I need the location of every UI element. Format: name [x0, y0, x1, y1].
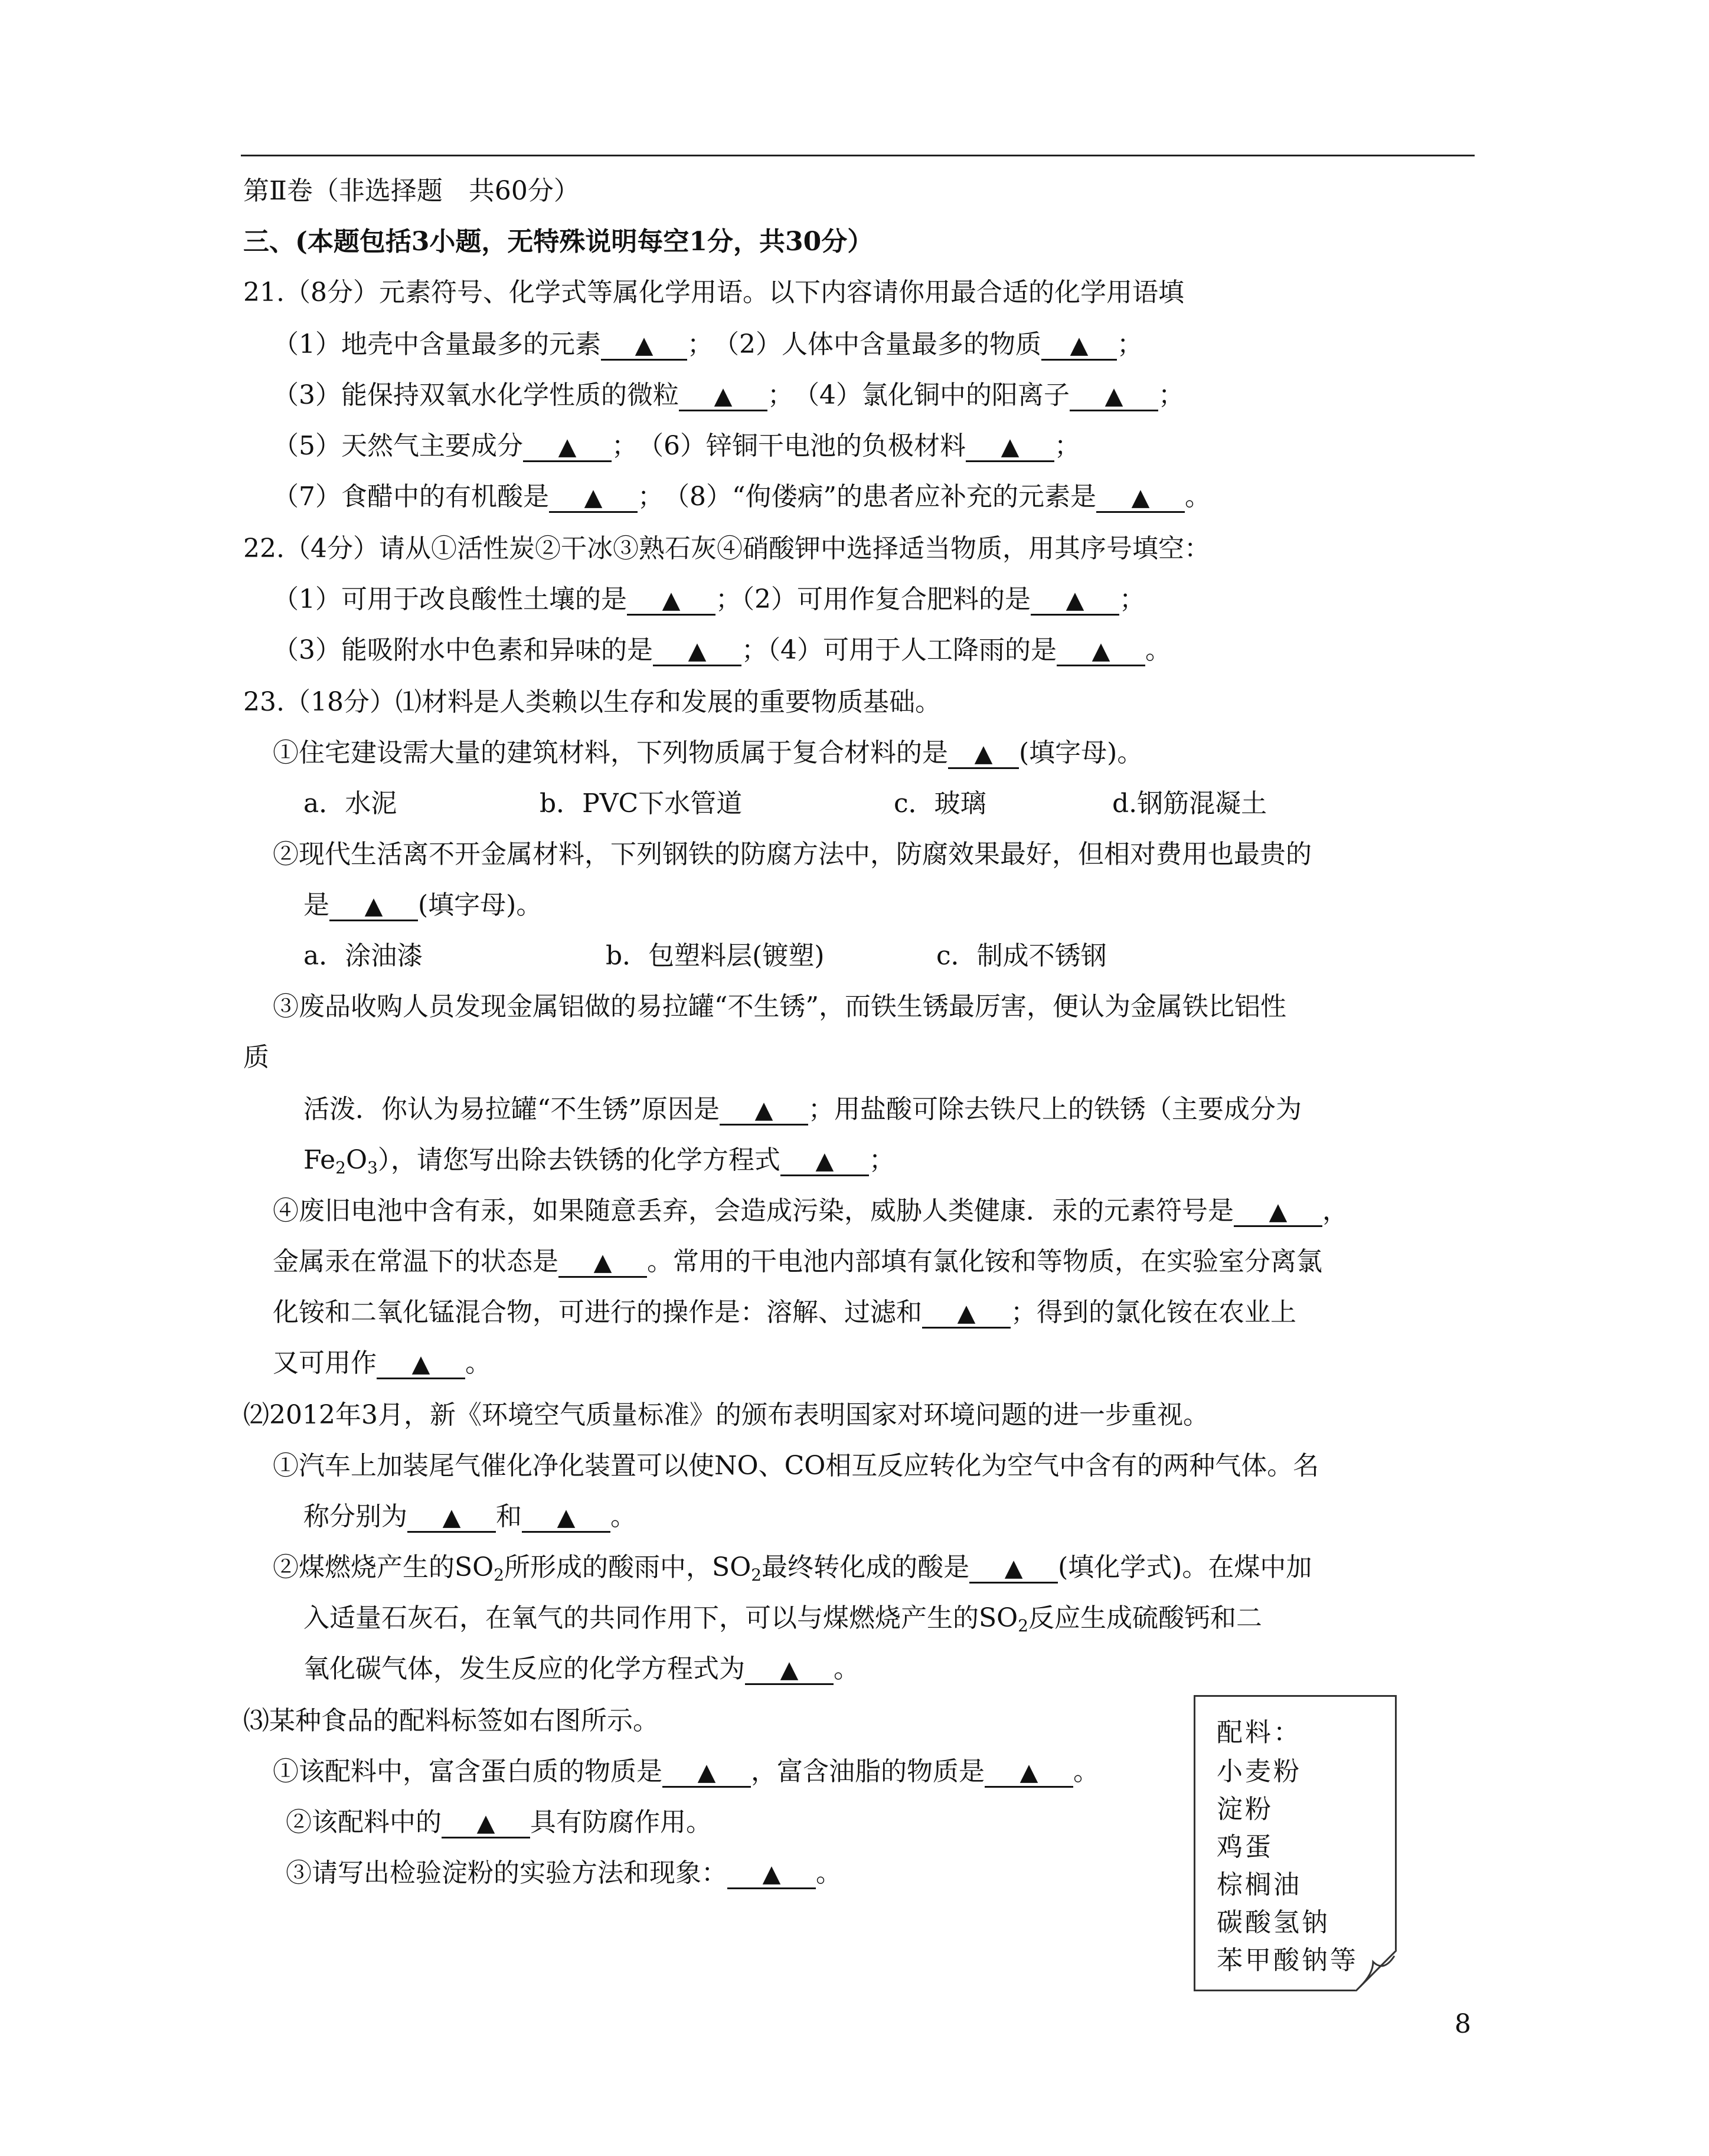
answer-blank[interactable]: ▲ [653, 637, 741, 666]
q23-heading: 23.（18分）⑴材料是人类赖以生存和发展的重要物质基础。 [243, 687, 941, 717]
option-a: a．水泥 [303, 789, 397, 819]
answer-blank[interactable]: ▲ [1041, 331, 1117, 361]
q23-3-1: ①该配料中，富含蛋白质的物质是 ▲ ，富含油脂的物质是 ▲ 。 [273, 1756, 1099, 1787]
q23-3-2: ②该配料中的 ▲ 具有防腐作用。 [286, 1807, 712, 1837]
q23-1-1: ①住宅建设需大量的建筑材料，下列物质属于复合材料的是 ▲ (填字母)。 [273, 738, 1143, 768]
page-curl-icon [1355, 1950, 1397, 1991]
option-b: b．包塑料层(镀塑) [606, 941, 825, 971]
q23-1-3-line-3: 活泼．你认为易拉罐“不生锈”原因是 ▲ ；用盐酸可除去铁尺上的铁锈（主要成分为 [303, 1094, 1302, 1124]
answer-blank[interactable]: ▲ [549, 483, 638, 513]
answer-blank[interactable]: ▲ [922, 1299, 1011, 1329]
q21-line-2: （3）能保持双氧水化学性质的微粒 ▲ ； （4）氯化铜中的阳离子 ▲ ； [273, 380, 1184, 410]
answer-blank[interactable]: ▲ [377, 1350, 465, 1379]
answer-blank[interactable]: ▲ [1031, 586, 1119, 616]
q23-1-3-line-1: ③废品收购人员发现金属铝做的易拉罐“不生锈”，而铁生锈最厉害，便认为金属铁比铝性 [273, 992, 1286, 1022]
q22-line-1: （1）可用于改良酸性土壤的是 ▲ ；（2）可用作复合肥料的是 ▲ ； [273, 584, 1145, 614]
option-b: b．PVC下水管道 [540, 789, 743, 819]
answer-blank[interactable]: ▲ [407, 1503, 496, 1533]
answer-blank[interactable]: ▲ [727, 1860, 816, 1889]
answer-blank[interactable]: ▲ [745, 1656, 834, 1685]
page-number: 8 [1455, 2009, 1471, 2039]
answer-blank[interactable]: ▲ [679, 382, 767, 411]
q23-1-4-line-1: ④废旧电池中含有汞，如果随意丢弃，会造成污染，威胁人类健康．汞的元素符号是 ▲ ， [273, 1196, 1348, 1226]
option-c: c．玻璃 [894, 789, 986, 819]
q21-line-1: （1）地壳中含量最多的元素 ▲ ； （2）人体中含量最多的物质 ▲ ； [273, 329, 1143, 359]
answer-blank[interactable]: ▲ [720, 1096, 808, 1126]
ingredient-label-title: 配料： [1217, 1717, 1302, 1748]
q23-1-4-line-3: 化铵和二氧化锰混合物，可进行的操作是：溶解、过滤和 ▲ ；得到的氯化铵在农业上 [273, 1297, 1296, 1327]
q23-1-1-options [303, 787, 1267, 820]
q23-1-2-line-2: 是 ▲ (填字母)。 [303, 890, 543, 920]
answer-blank[interactable]: ▲ [948, 740, 1019, 769]
answer-blank[interactable]: ▲ [780, 1147, 869, 1176]
q23-2-2-line-1: ②煤燃烧产生的$SO_2$所形成的酸雨中，$SO_2$最终转化成的酸是 ▲ (填化学式)。在煤中加 [273, 1552, 1312, 1585]
answer-blank[interactable]: ▲ [601, 331, 687, 361]
q22-heading: 22.（4分）请从①活性炭②干冰③熟石灰④硝酸钾中选择适当物质，用其序号填空： [243, 534, 1210, 564]
answer-blank[interactable]: ▲ [558, 1248, 647, 1278]
q23-3-heading: ⑶某种食品的配料标签如右图所示。 [243, 1706, 659, 1736]
answer-blank[interactable]: ▲ [966, 433, 1054, 462]
q23-1-3-line-2: 质 [243, 1042, 269, 1072]
ingredient-item: 小麦粉 [1217, 1756, 1302, 1787]
q21-line-4: （7）食醋中的有机酸是 ▲ ； （8）“佝偻病”的患者应补充的元素是 ▲ 。 [273, 482, 1211, 512]
ingredient-item: 碳酸氢钠 [1217, 1908, 1330, 1938]
q21-heading: 21.（8分）元素符号、化学式等属化学用语。以下内容请你用最合适的化学用语填 [243, 277, 1184, 307]
answer-blank[interactable]: ▲ [1057, 637, 1145, 666]
answer-blank[interactable]: ▲ [1096, 483, 1185, 513]
q23-1-3-line-4: $Fe_2O_3$），请您写出除去铁锈的化学方程式 ▲ ； [303, 1145, 895, 1177]
answer-blank[interactable]: ▲ [969, 1554, 1058, 1584]
answer-blank[interactable]: ▲ [985, 1758, 1073, 1788]
q21-line-3: （5）天然气主要成分 ▲ ； （6）锌铜干电池的负极材料 ▲ ； [273, 431, 1080, 461]
q23-2-2-line-3: 氧化碳气体，发生反应的化学方程式为 ▲ 。 [303, 1654, 860, 1684]
q23-2-1-line-1: ①汽车上加装尾气催化净化装置可以使NO、CO相互反应转化为空气中含有的两种气体。名 [273, 1451, 1319, 1481]
ingredient-item: 淀粉 [1217, 1794, 1273, 1824]
option-a: a．涂油漆 [303, 941, 423, 971]
answer-blank[interactable]: ▲ [329, 892, 418, 921]
q23-3-3: ③请写出检验淀粉的实验方法和现象： ▲ 。 [286, 1858, 842, 1888]
ingredient-item: 鸡蛋 [1217, 1832, 1273, 1862]
q23-2-1-line-2: 称分别为 ▲ 和 ▲ 。 [303, 1501, 636, 1532]
q23-1-4-line-4: 又可用作 ▲ 。 [273, 1348, 491, 1378]
q23-1-2-line-1: ②现代生活离不开金属材料，下列钢铁的防腐方法中，防腐效果最好，但相对费用也最贵的 [273, 839, 1312, 869]
section-title: 第Ⅱ卷（非选择题 共60分） [243, 176, 580, 206]
q23-1-2-options [303, 940, 1107, 973]
q23-1-4-line-2: 金属汞在常温下的状态是 ▲ 。常用的干电池内部填有氯化铵和等物质，在实验室分离氯 [273, 1247, 1322, 1277]
answer-blank[interactable]: ▲ [1234, 1198, 1322, 1227]
option-c: c．制成不锈钢 [936, 941, 1107, 971]
q22-line-2: （3）能吸附水中色素和异味的是 ▲ ；（4）可用于人工降雨的是 ▲ 。 [273, 635, 1171, 665]
part3-title: 三、(本题包括3小题，无特殊说明每空1分，共30分） [243, 227, 874, 257]
answer-blank[interactable]: ▲ [1070, 382, 1158, 411]
ingredient-item: 苯甲酸钠等 [1217, 1945, 1358, 1975]
answer-blank[interactable]: ▲ [627, 586, 715, 616]
option-d: d.钢筋混凝土 [1112, 789, 1267, 819]
answer-blank[interactable]: ▲ [442, 1809, 530, 1838]
q23-2-2-line-2: 入适量石灰石，在氧气的共同作用下，可以与煤燃烧产生的$SO_2$反应生成硫酸钙和二 [303, 1603, 1263, 1635]
answer-blank[interactable]: ▲ [662, 1758, 751, 1788]
ingredient-item: 棕榈油 [1217, 1870, 1302, 1900]
answer-blank[interactable]: ▲ [523, 433, 612, 462]
ingredient-label-figure [1194, 1695, 1397, 1991]
top-rule [241, 155, 1475, 156]
answer-blank[interactable]: ▲ [522, 1503, 610, 1533]
q23-2-heading: ⑵2012年3月，新《环境空气质量标准》的颁布表明国家对环境问题的进一步重视。 [243, 1400, 1209, 1430]
